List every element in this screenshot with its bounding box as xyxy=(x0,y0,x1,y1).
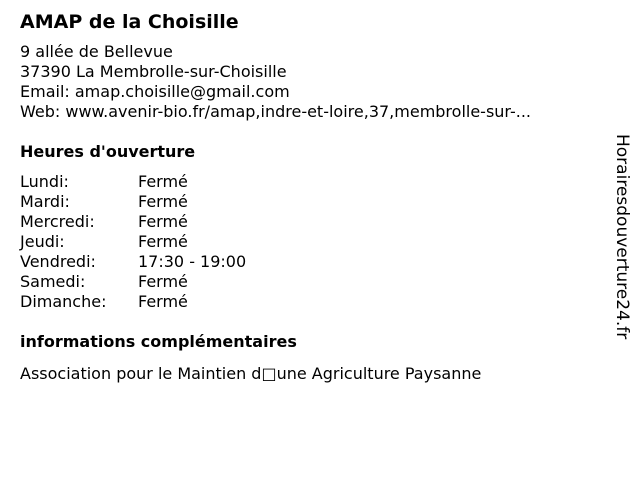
day-hours: 17:30 - 19:00 xyxy=(138,252,247,271)
site-watermark: Horairesdouverture24.fr xyxy=(612,134,632,340)
day-label: Mercredi: xyxy=(20,212,95,231)
day-label: Dimanche: xyxy=(20,292,107,311)
email-line: Email: amap.choisille@gmail.com xyxy=(20,82,290,101)
day-hours: Fermé xyxy=(138,212,188,231)
day-label: Mardi: xyxy=(20,192,70,211)
hours-row-monday xyxy=(20,172,610,192)
street-address: 9 allée de Bellevue xyxy=(20,42,173,61)
additional-info-text: Association pour le Maintien d□une Agriculture Paysanne xyxy=(20,364,482,383)
day-hours: Fermé xyxy=(138,192,188,211)
opening-hours-table xyxy=(20,172,610,312)
web-line: Web: www.avenir-bio.fr/amap,indre-et-loire,37,membrolle-sur-... xyxy=(20,102,532,121)
business-card xyxy=(20,10,610,384)
day-label: Lundi: xyxy=(20,172,69,191)
hours-row-wednesday xyxy=(20,212,610,232)
day-label: Jeudi: xyxy=(20,232,65,251)
additional-info-heading: informations complémentaires xyxy=(20,332,297,351)
hours-row-tuesday xyxy=(20,192,610,212)
business-name: AMAP de la Choisille xyxy=(20,11,239,33)
day-hours: Fermé xyxy=(138,172,188,191)
hours-row-sunday xyxy=(20,292,610,312)
hours-row-saturday xyxy=(20,272,610,292)
address-block xyxy=(20,42,610,122)
city-address: 37390 La Membrolle-sur-Choisille xyxy=(20,62,287,81)
day-label: Samedi: xyxy=(20,272,86,291)
day-hours: Fermé xyxy=(138,292,188,311)
opening-hours-heading: Heures d'ouverture xyxy=(20,142,196,161)
hours-row-friday xyxy=(20,252,610,272)
hours-row-thursday xyxy=(20,232,610,252)
day-hours: Fermé xyxy=(138,232,188,251)
day-hours: Fermé xyxy=(138,272,188,291)
day-label: Vendredi: xyxy=(20,252,96,271)
